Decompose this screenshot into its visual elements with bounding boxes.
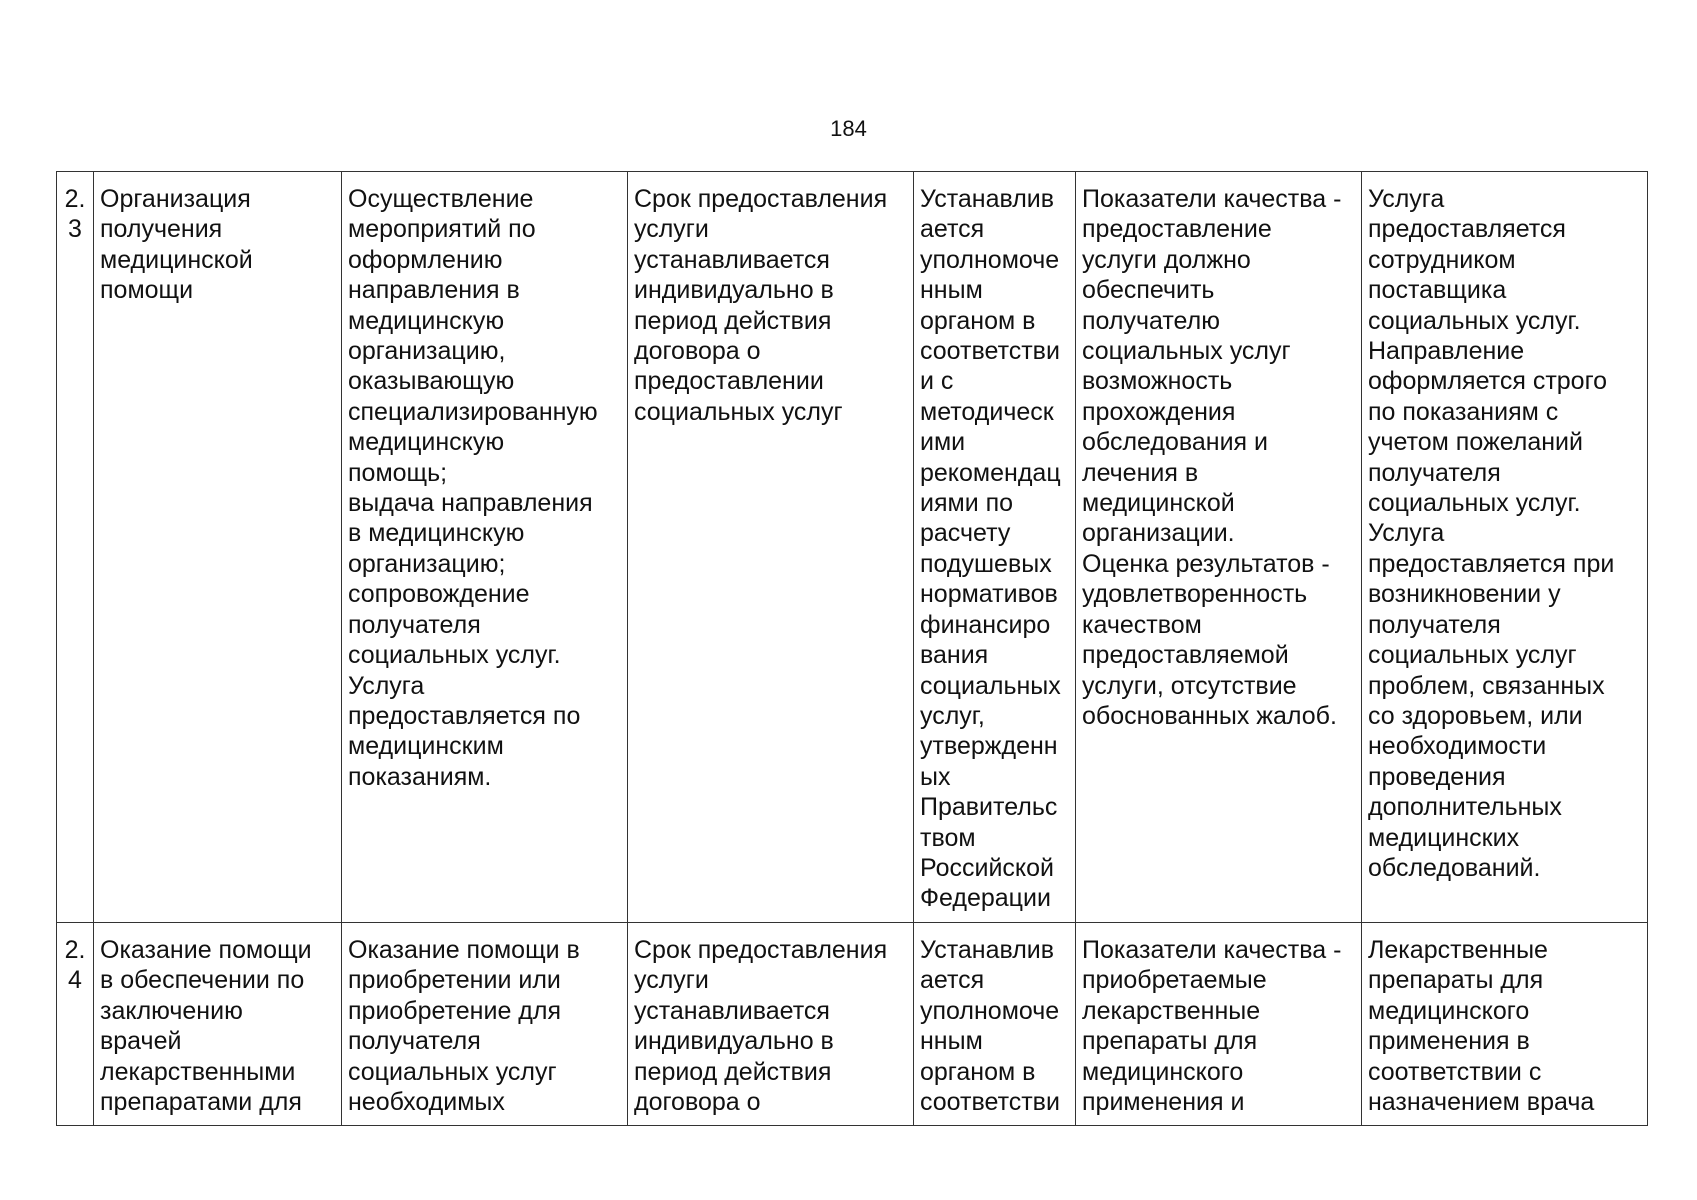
service-description-cell: Оказание помощи в приобретении или приобретение для получателя социальных услуг необходимых — [342, 923, 628, 1126]
service-conditions-cell: Лекарственные препараты для медицинского применения в соответствии с назначением врача — [1362, 923, 1648, 1126]
service-term-cell: Срок предоставления услуги устанавливается индивидуально в период действия договора о — [628, 923, 914, 1126]
service-quality-cell: Показатели качества - предоставление услуги должно обеспечить получателю социальных услуг возможность прохождения обследования и лечения в медицинской организации. Оценка результатов - удовлетворенность качеством предоставляемой услуги, отсутствие обоснованных жалоб. — [1076, 172, 1362, 923]
row-number-cell: 2. 3 — [57, 172, 94, 923]
service-name-cell: Организация получения медицинской помощи — [94, 172, 342, 923]
service-cost-cell: Устанавлив ается уполномоче нным органом в соответстви и с методическ ими рекомендац иями по расчету подушевых нормативов финансиро вания социальных услуг, утвержденн ых Правительс твом Российской Федерации — [914, 172, 1076, 923]
service-conditions-cell: Услуга предоставляется сотрудником поставщика социальных услуг. Направление оформляется строго по показаниям с учетом пожеланий получателя социальных услуг. Услуга предоставляется при возникновении у получателя социальных услуг проблем, связанных со здоровьем, или необходимости проведения дополнительных медицинских обследований. — [1362, 172, 1648, 923]
service-description-cell: Осуществление мероприятий по оформлению направления в медицинскую организацию, оказывающую специализированную медицинскую помощь; выдача направления в медицинскую организацию; сопровождение получателя социальных услуг. Услуга предоставляется по медицинским показаниям. — [342, 172, 628, 923]
service-name-cell: Оказание помощи в обеспечении по заключению врачей лекарственными препаратами для — [94, 923, 342, 1126]
service-quality-cell: Показатели качества - приобретаемые лекарственные препараты для медицинского применения и — [1076, 923, 1362, 1126]
row-number-cell: 2. 4 — [57, 923, 94, 1126]
service-term-cell: Срок предоставления услуги устанавливается индивидуально в период действия договора о предоставлении социальных услуг — [628, 172, 914, 923]
page-number: 184 — [830, 116, 867, 141]
table-row — [57, 923, 1648, 1126]
table-row — [57, 172, 1648, 923]
services-table — [56, 171, 1648, 1126]
service-cost-cell: Устанавлив ается уполномоче нным органом в соответстви — [914, 923, 1076, 1126]
